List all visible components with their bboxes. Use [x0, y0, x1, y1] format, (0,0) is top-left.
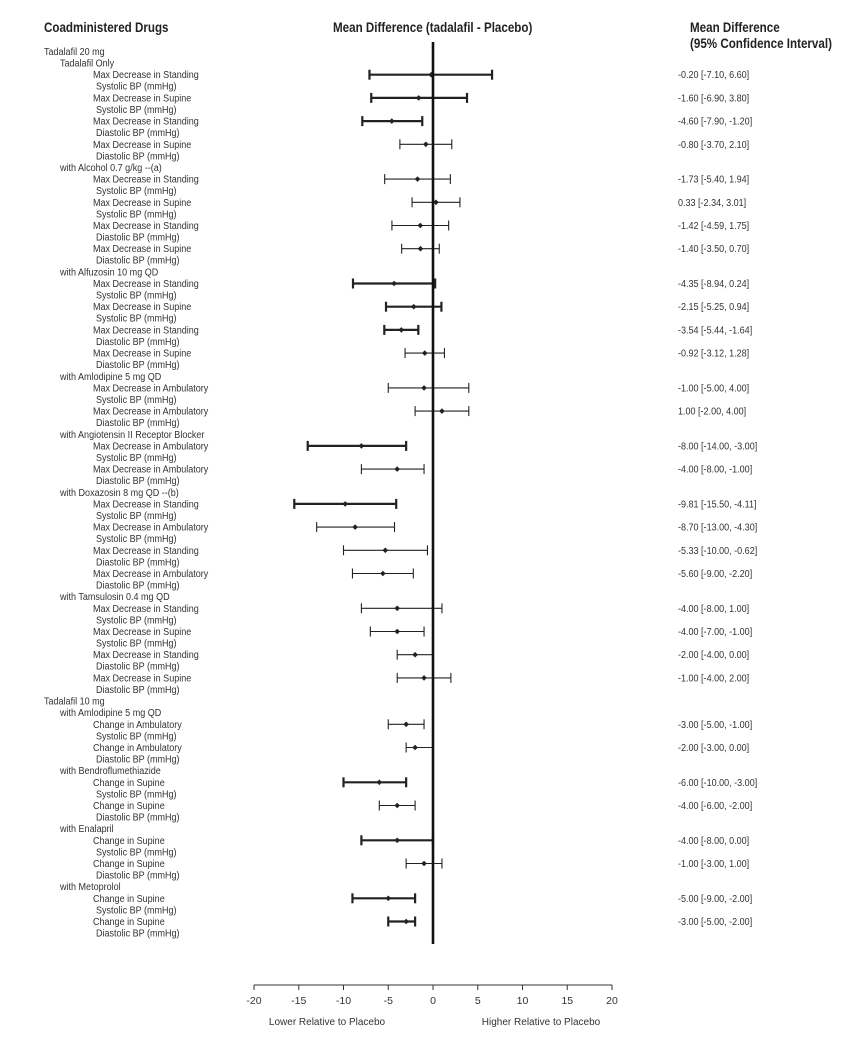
ci-value: -3.00 [-5.00, -2.00] — [677, 916, 753, 929]
ci-value: -5.60 [-9.00, -2.20] — [677, 568, 753, 581]
point-estimate — [394, 606, 400, 612]
row-label-line1: Max Decrease in Supine — [93, 672, 192, 685]
row-label-line1: Max Decrease in Supine — [93, 197, 192, 210]
subgroup-label: with Angiotensin II Receptor Blocker — [59, 429, 205, 442]
row-label-line2: Diastolic BP (mmHg) — [96, 475, 180, 488]
point-estimate — [394, 466, 400, 472]
ci-value: -2.00 [-4.00, 0.00] — [677, 649, 750, 662]
row-label-line2: Diastolic BP (mmHg) — [96, 661, 180, 673]
x-tick-label: -15 — [291, 995, 307, 1007]
subgroup-label: with Alfuzosin 10 mg QD — [59, 266, 159, 279]
row-label-line2: Diastolic BP (mmHg) — [96, 556, 180, 569]
subgroup-label: with Amlodipine 5 mg QD — [59, 707, 162, 720]
point-estimate — [382, 548, 388, 554]
subgroup-label: with Bendroflumethiazide — [59, 765, 161, 778]
point-estimate — [380, 571, 386, 577]
column-header-mean-difference: Mean Difference (tadalafil - Placebo) — [333, 20, 533, 35]
x-tick-label: 5 — [474, 995, 481, 1007]
subgroup-label: with Metoprolol — [59, 881, 121, 894]
row-label-line2: Systolic BP (mmHg) — [96, 846, 177, 859]
ci-value: -0.92 [-3.12, 1.28] — [677, 348, 750, 360]
ci-value: -1.40 [-3.50, 0.70] — [677, 243, 750, 256]
row-label-line1: Change in Supine — [93, 835, 165, 848]
ci-value: -9.81 [-15.50, -4.11] — [677, 498, 757, 511]
ci-value: -6.00 [-10.00, -3.00] — [677, 777, 758, 790]
point-estimate — [399, 327, 405, 333]
ci-value: -1.60 [-6.90, 3.80] — [677, 92, 750, 105]
point-estimate — [394, 838, 400, 844]
point-estimate — [412, 652, 418, 658]
point-estimate — [416, 95, 422, 101]
row-label-line2: Systolic BP (mmHg) — [96, 730, 177, 743]
row-label-line2: Systolic BP (mmHg) — [96, 81, 177, 93]
row-label-line1: Max Decrease in Supine — [93, 92, 192, 105]
ci-value: -4.60 [-7.90, -1.20] — [677, 116, 753, 128]
row-label-line2: Systolic BP (mmHg) — [96, 185, 177, 198]
subgroup-label: with Tamsulosin 0.4 mg QD — [59, 591, 170, 604]
row-label-line2: Diastolic BP (mmHg) — [96, 869, 180, 882]
row-label-line2: Diastolic BP (mmHg) — [96, 811, 180, 824]
row-label-line2: Diastolic BP (mmHg) — [96, 927, 180, 940]
row-label-line1: Max Decrease in Supine — [93, 139, 192, 152]
row-label-line1: Max Decrease in Ambulatory — [93, 522, 209, 534]
row-label-line1: Max Decrease in Standing — [93, 116, 199, 128]
point-estimate — [394, 803, 400, 809]
row-label-line1: Change in Supine — [93, 800, 165, 813]
point-estimate — [439, 408, 445, 414]
row-label-line1: Max Decrease in Supine — [93, 626, 192, 639]
row-label-line1: Max Decrease in Ambulatory — [93, 440, 209, 453]
x-tick-label: 20 — [606, 995, 618, 1007]
column-header-ci-line2: (95% Confidence Interval) — [690, 36, 832, 51]
row-label-line1: Max Decrease in Ambulatory — [93, 406, 209, 418]
point-estimate — [391, 281, 397, 287]
ci-value: -8.70 [-13.00, -4.30] — [677, 522, 758, 534]
ci-value: -8.00 [-14.00, -3.00] — [677, 440, 758, 453]
point-estimate — [422, 350, 428, 356]
row-label-line2: Diastolic BP (mmHg) — [96, 579, 180, 592]
column-header-drugs: Coadministered Drugs — [44, 20, 169, 35]
row-label-line2: Diastolic BP (mmHg) — [96, 359, 180, 372]
ci-value: -1.00 [-3.00, 1.00] — [677, 858, 750, 871]
row-label-line2: Systolic BP (mmHg) — [96, 904, 177, 917]
x-tick-label: 0 — [430, 995, 436, 1007]
row-label-line2: Diastolic BP (mmHg) — [96, 684, 180, 697]
ci-value: 0.33 [-2.34, 3.01] — [677, 197, 747, 210]
row-label-line1: Max Decrease in Supine — [93, 348, 192, 360]
row-label-line1: Max Decrease in Standing — [93, 220, 199, 233]
row-label-line2: Diastolic BP (mmHg) — [96, 753, 180, 766]
point-estimate — [377, 780, 383, 786]
subgroup-label: with Alcohol 0.7 g/kg --(a) — [59, 162, 162, 175]
dose-label: Tadalafil 10 mg — [43, 696, 105, 708]
ci-value: -5.33 [-10.00, -0.62] — [677, 545, 758, 558]
ci-value: -2.00 [-3.00, 0.00] — [677, 742, 750, 755]
ci-value: -1.00 [-4.00, 2.00] — [677, 672, 750, 685]
row-label-line1: Change in Supine — [93, 777, 165, 790]
row-label-line2: Diastolic BP (mmHg) — [96, 255, 180, 267]
row-label-line2: Diastolic BP (mmHg) — [96, 336, 180, 349]
x-axis-left-label: Lower Relative to Placebo — [268, 1017, 386, 1028]
subgroup-label: Tadalafil Only — [59, 58, 115, 70]
row-label-line1: Max Decrease in Standing — [93, 174, 199, 186]
row-label-line2: Systolic BP (mmHg) — [96, 614, 177, 627]
row-label-line2: Diastolic BP (mmHg) — [96, 150, 180, 163]
row-label-line1: Max Decrease in Standing — [93, 324, 199, 337]
ci-value: -3.54 [-5.44, -1.64] — [677, 324, 753, 337]
point-estimate — [385, 896, 391, 902]
point-estimate — [389, 118, 395, 124]
row-label-line1: Max Decrease in Supine — [93, 301, 192, 314]
subgroup-label: with Doxazosin 8 mg QD --(b) — [59, 487, 179, 500]
point-estimate — [421, 675, 427, 681]
point-estimate — [394, 629, 400, 635]
ci-value: -1.00 [-5.00, 4.00] — [677, 382, 750, 395]
ci-value: -3.00 [-5.00, -1.00] — [677, 719, 753, 732]
row-label-line1: Change in Supine — [93, 893, 165, 906]
row-label-line2: Diastolic BP (mmHg) — [96, 127, 180, 140]
point-estimate — [417, 223, 423, 229]
row-label-line1: Max Decrease in Ambulatory — [93, 568, 209, 581]
row-label-line2: Systolic BP (mmHg) — [96, 104, 177, 117]
row-label-line1: Max Decrease in Standing — [93, 545, 199, 558]
point-estimate — [352, 524, 358, 530]
row-label-line2: Systolic BP (mmHg) — [96, 208, 177, 221]
point-estimate — [421, 861, 427, 867]
ci-value: -4.00 [-8.00, 1.00] — [677, 603, 750, 616]
ci-value: -4.00 [-6.00, -2.00] — [677, 800, 753, 813]
point-estimate — [403, 722, 409, 728]
ci-value: -2.15 [-5.25, 0.94] — [677, 301, 750, 314]
ci-value: -0.20 [-7.10, 6.60] — [677, 69, 750, 82]
subgroup-label: with Amlodipine 5 mg QD — [59, 371, 162, 384]
x-tick-label: 10 — [516, 995, 529, 1007]
row-label-line1: Change in Ambulatory — [93, 742, 182, 755]
ci-value: -4.00 [-7.00, -1.00] — [677, 626, 753, 639]
row-label-line2: Diastolic BP (mmHg) — [96, 417, 180, 430]
row-label-line2: Systolic BP (mmHg) — [96, 533, 177, 546]
ci-value: -1.42 [-4.59, 1.75] — [677, 220, 750, 233]
row-label-line1: Max Decrease in Standing — [93, 278, 199, 291]
subgroup-label: with Enalapril — [59, 823, 114, 836]
point-estimate — [423, 142, 429, 148]
ci-value: -1.73 [-5.40, 1.94] — [677, 174, 750, 186]
x-tick-label: 15 — [561, 995, 574, 1007]
row-label-line1: Max Decrease in Ambulatory — [93, 382, 209, 395]
ci-value: 1.00 [-2.00, 4.00] — [677, 406, 747, 418]
row-label-line1: Max Decrease in Standing — [93, 69, 199, 82]
row-label-line1: Max Decrease in Standing — [93, 649, 199, 662]
row-label-line2: Systolic BP (mmHg) — [96, 394, 177, 407]
row-label-line2: Diastolic BP (mmHg) — [96, 231, 180, 244]
row-label-line1: Change in Supine — [93, 916, 165, 929]
dose-label: Tadalafil 20 mg — [43, 46, 105, 59]
row-label-line2: Systolic BP (mmHg) — [96, 313, 177, 325]
point-estimate — [412, 745, 418, 751]
point-estimate — [403, 919, 409, 925]
point-estimate — [359, 443, 365, 449]
ci-value: -4.35 [-8.94, 0.24] — [677, 278, 750, 291]
row-label-line2: Systolic BP (mmHg) — [96, 510, 177, 523]
ci-value: -4.00 [-8.00, -1.00] — [677, 464, 753, 476]
x-tick-label: -5 — [383, 995, 393, 1007]
row-label-line2: Systolic BP (mmHg) — [96, 637, 177, 650]
row-label-line1: Change in Ambulatory — [93, 719, 182, 732]
ci-value: -5.00 [-9.00, -2.00] — [677, 893, 753, 906]
point-estimate — [411, 304, 417, 310]
point-estimate — [418, 246, 424, 252]
row-label-line1: Max Decrease in Supine — [93, 243, 192, 256]
column-header-ci-line1: Mean Difference — [690, 20, 780, 35]
row-label-line1: Max Decrease in Standing — [93, 498, 199, 511]
row-label-line1: Change in Supine — [93, 858, 165, 871]
x-tick-label: -10 — [335, 995, 352, 1007]
x-axis-right-label: Higher Relative to Placebo — [481, 1017, 601, 1028]
point-estimate — [342, 501, 348, 507]
ci-value: -0.80 [-3.70, 2.10] — [677, 139, 750, 152]
x-tick-label: -20 — [246, 995, 262, 1007]
row-label-line2: Systolic BP (mmHg) — [96, 452, 177, 465]
row-label-line2: Systolic BP (mmHg) — [96, 788, 177, 801]
point-estimate — [421, 385, 427, 391]
ci-value: -4.00 [-8.00, 0.00] — [677, 835, 750, 848]
row-label-line1: Max Decrease in Ambulatory — [93, 464, 209, 476]
row-label-line1: Max Decrease in Standing — [93, 603, 199, 616]
row-label-line2: Systolic BP (mmHg) — [96, 289, 177, 302]
point-estimate — [415, 176, 421, 182]
